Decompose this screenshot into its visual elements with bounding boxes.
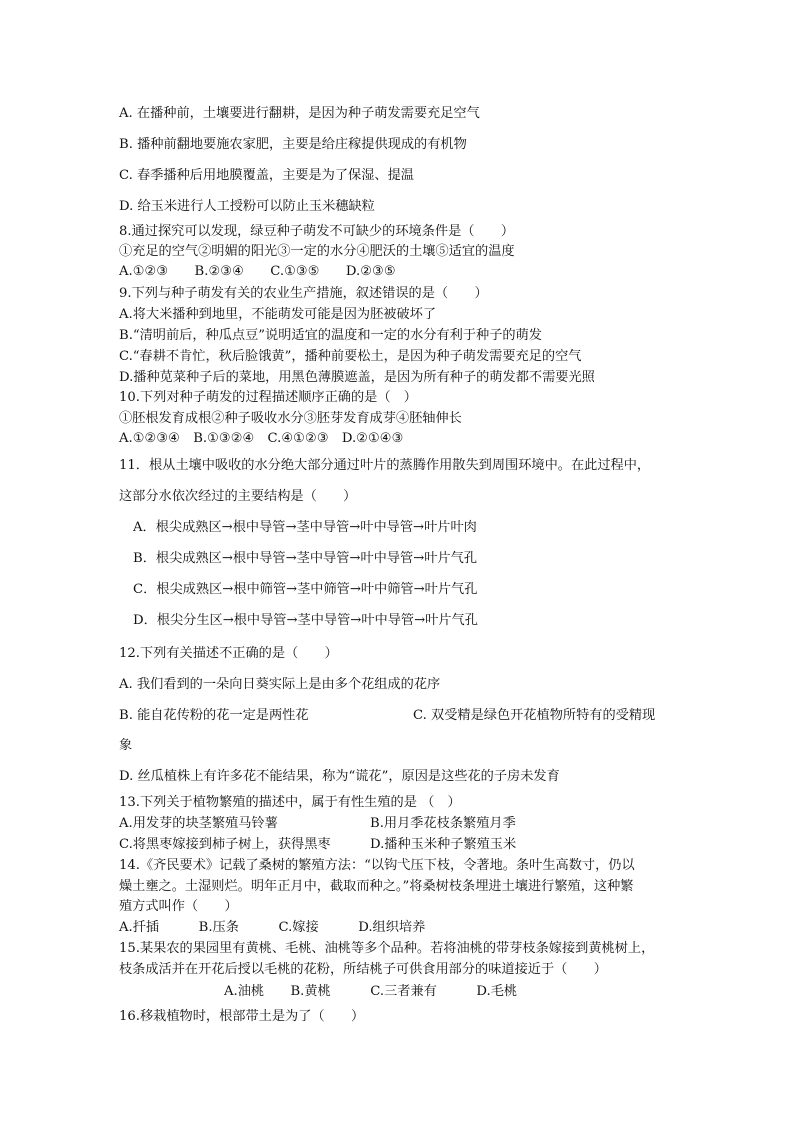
q7-option-a: A. 在播种前，土壤要进行翻耕，是因为种子萌发需要充足空气: [119, 106, 480, 121]
q7-option-c: C. 春季播种后用地膜覆盖，主要是为了保湿、提温: [119, 168, 414, 183]
q8-stem: 8.通过探究可以发现，绿豆种子萌发不可缺少的环境条件是（ ）: [119, 224, 515, 239]
q10-steps: ①胚根发育成根②种子吸收水分③胚芽发育成芽④胚轴伸长: [119, 411, 462, 426]
q9-stem: 9.下列与种子萌发有关的农业生产措施，叙述错误的是（ ）: [119, 286, 488, 301]
q12-option-a: A. 我们看到的一朵向日葵实际上是由多个花组成的花序: [119, 677, 441, 692]
q12-option-c: C. 双受精是绿色开花植物所特有的受精现: [413, 708, 656, 723]
q13-stem: 13.下列关于植物繁殖的描述中，属于有性生殖的是 （ ）: [119, 795, 461, 810]
q15-options: A.油桃 B.黄桃 C.三者兼有 D.毛桃: [224, 984, 518, 999]
q11-stem-line2: 这部分水依次经过的主要结构是（ ）: [119, 489, 357, 504]
q8-conditions: ①充足的空气②明媚的阳光③一定的水分④肥沃的土壤⑤适宜的温度: [119, 244, 515, 259]
q13-option-d: D.播种玉米种子繁殖玉米: [370, 837, 517, 852]
q11-option-b: B．根尖成熟区→根中导管→茎中导管→叶中导管→叶片气孔: [133, 551, 478, 566]
q10-stem: 10.下列对种子萌发的过程描述顺序正确的是（ ）: [119, 390, 417, 405]
q11-option-d: D．根尖分生区→根中导管→茎中导管→叶中导管→叶片气孔: [133, 613, 478, 628]
q12-option-d: D. 丝瓜植株上有许多花不能结果，称为“谎花”，原因是这些花的子房未发育: [119, 769, 560, 784]
q10-options: A.①②③④ B.①③②④ C.④①②③ D.②①④③: [119, 431, 404, 446]
q11-stem-line1: 11．根从土壤中吸收的水分绝大部分通过叶片的蒸腾作用散失到周围环境中。在此过程中，: [119, 458, 651, 473]
q13-option-a: A.用发芽的块茎繁殖马铃薯: [119, 816, 278, 831]
q14-stem-line3: 殖方式叫作（ ）: [119, 899, 238, 914]
q7-option-b: B. 播种前翻地要施农家肥，主要是给庄稼提供现成的有机物: [119, 137, 467, 152]
q14-stem-line2: 燥土壅之。土湿则烂。明年正月中，截取而种之。”将桑树枝条埋进土壤进行繁殖，这种繁: [119, 879, 634, 894]
q12-option-c-wrap: 象: [119, 738, 133, 753]
q9-option-d: D.播种苋菜种子后的菜地，用黑色薄膜遮盖，是因为所有种子的萌发都不需要光照: [119, 370, 595, 385]
q13-option-b: B.用月季花枝条繁殖月季: [370, 816, 516, 831]
q16-stem: 16.移栽植物时，根部带土是为了（ ）: [119, 1009, 365, 1024]
q13-option-c: C.将黑枣嫁接到柿子树上，获得黑枣: [119, 837, 331, 852]
q9-option-a: A.将大米播种到地里，不能萌发可能是因为胚被破坏了: [119, 307, 437, 322]
q11-option-c: C．根尖成熟区→根中筛管→茎中筛管→叶中筛管→叶片气孔: [133, 582, 478, 597]
q12-option-b: B. 能自花传粉的花一定是两性花: [119, 708, 309, 723]
q14-stem-line1: 14.《齐民要术》记载了桑树的繁殖方法：“以钩弋压下枝，令著地。条叶生高数寸，仍以: [119, 858, 635, 873]
q15-stem-line2: 枝条成活并在开花后授以毛桃的花粉，所结桃子可供食用部分的味道接近于（ ）: [119, 962, 607, 977]
q9-option-b: B.“清明前后，种瓜点豆”说明适宜的温度和一定的水分有利于种子的萌发: [119, 328, 542, 343]
q11-option-a: A．根尖成熟区→根中导管→茎中导管→叶中导管→叶片叶肉: [133, 520, 477, 535]
q14-options: A.扦插 B.压条 C.嫁接 D.组织培养: [119, 920, 426, 935]
q12-stem: 12.下列有关描述不正确的是（ ）: [119, 646, 338, 661]
q9-option-c: C.“春耕不肯忙，秋后脸饿黄”，播种前要松土，是因为种子萌发需要充足的空气: [119, 349, 582, 364]
q8-options: A.①②③ B.②③④ C.①③⑤ D.②③⑤: [119, 264, 396, 279]
q15-stem-line1: 15.某果农的果园里有黄桃、毛桃、油桃等多个品种。若将油桃的带芽枝条嫁接到黄桃树上，: [119, 941, 655, 956]
q7-option-d: D. 给玉米进行人工授粉可以防止玉米穗缺粒: [119, 199, 375, 214]
